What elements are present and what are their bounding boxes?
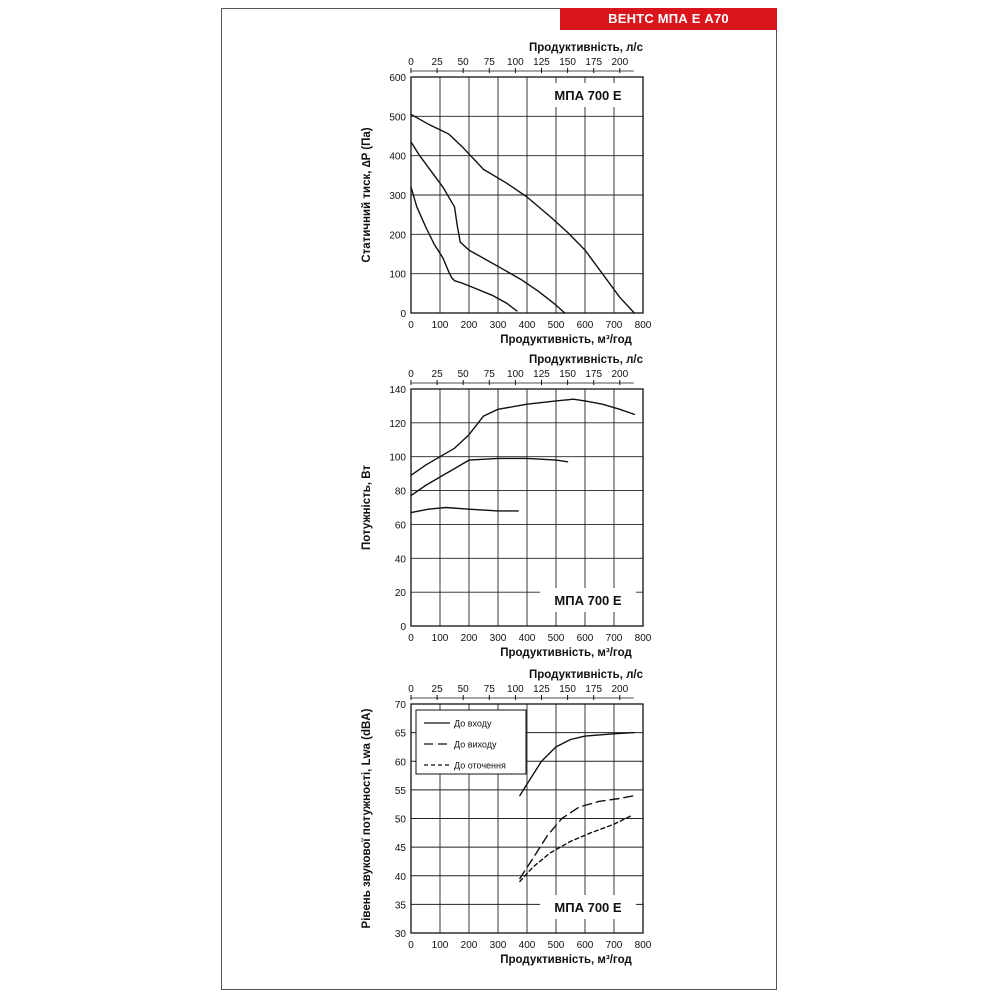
x2-tick-label: 175	[585, 369, 603, 380]
x2-axis-title: Продуктивність, л/с	[528, 42, 644, 54]
y-tick-label: 65	[394, 728, 406, 740]
x-tick-label: 600	[576, 940, 594, 951]
x-tick-label: 0	[408, 633, 414, 644]
y-tick-label: 140	[389, 385, 406, 396]
x-tick-label: 100	[431, 633, 449, 644]
x2-tick-label: 200	[611, 57, 629, 68]
x-tick-label: 200	[460, 940, 478, 951]
x2-tick-label: 200	[611, 369, 629, 380]
y-tick-label: 60	[394, 757, 406, 769]
y-axis-title: Статичний тиск, ∆P (Па)	[361, 127, 373, 263]
x2-axis-title: Продуктивність, л/с	[528, 354, 644, 366]
y-tick-label: 600	[389, 73, 406, 84]
x2-tick-label: 25	[431, 369, 443, 380]
x2-tick-label: 150	[559, 369, 576, 380]
legend-label: До виходу	[454, 739, 497, 750]
y-tick-label: 400	[389, 151, 406, 163]
series-line-2	[520, 796, 635, 879]
series-line-3	[520, 816, 632, 882]
x-tick-label: 700	[605, 320, 623, 331]
x-tick-label: 200	[460, 320, 478, 331]
x-tick-label: 200	[460, 633, 478, 644]
x-tick-label: 600	[576, 633, 594, 644]
x-tick-label: 0	[408, 320, 414, 331]
x-tick-label: 300	[489, 320, 507, 331]
y-tick-label: 100	[389, 269, 406, 281]
y-tick-label: 50	[394, 814, 406, 826]
y-tick-label: 70	[394, 700, 406, 711]
x2-tick-label: 150	[559, 684, 576, 695]
y-tick-label: 60	[394, 520, 406, 532]
x-tick-label: 800	[634, 633, 652, 644]
series-line-1	[411, 114, 634, 313]
y-tick-label: 35	[394, 900, 406, 912]
x-axis-title: Продуктивність, м³/год	[500, 334, 632, 346]
y-tick-label: 40	[394, 554, 406, 566]
x-tick-label: 100	[431, 940, 449, 951]
series-line-2	[411, 142, 565, 313]
x-tick-label: 700	[605, 940, 623, 951]
x2-tick-label: 125	[533, 57, 550, 68]
y-tick-label: 200	[389, 230, 406, 242]
y-tick-label: 55	[394, 785, 406, 797]
y-tick-label: 0	[400, 309, 406, 320]
x2-tick-label: 0	[408, 57, 414, 68]
x-tick-label: 500	[547, 940, 565, 951]
y-tick-label: 80	[394, 486, 406, 498]
x-tick-label: 700	[605, 633, 623, 644]
x-tick-label: 500	[547, 320, 565, 331]
y-tick-label: 300	[389, 191, 406, 202]
panel-label: МПА 700 Е	[554, 88, 622, 103]
x2-tick-label: 100	[507, 684, 524, 695]
x-tick-label: 400	[518, 320, 536, 331]
x2-tick-label: 75	[483, 57, 495, 68]
x2-tick-label: 75	[483, 684, 495, 695]
y-axis-title: Рівень звукової потужності, Lwa (dBA)	[361, 708, 373, 929]
y-tick-label: 30	[394, 929, 406, 940]
x2-tick-label: 200	[611, 684, 629, 695]
x-tick-label: 400	[518, 940, 536, 951]
x-tick-label: 300	[489, 940, 507, 951]
x-tick-label: 100	[431, 320, 449, 331]
x2-tick-label: 25	[431, 684, 443, 695]
x-tick-label: 300	[489, 633, 507, 644]
series-line-2	[411, 458, 568, 495]
series-line-3	[411, 508, 518, 513]
y-tick-label: 0	[400, 622, 406, 633]
panel-label: МПА 700 Е	[554, 593, 622, 608]
legend-label: До входу	[454, 718, 492, 729]
y-tick-label: 20	[394, 588, 406, 600]
x2-tick-label: 100	[507, 57, 524, 68]
header-title: ВЕНТС МПА Е А70	[560, 8, 777, 30]
x2-tick-label: 25	[431, 57, 443, 68]
series-line-3	[411, 187, 517, 311]
x-tick-label: 800	[634, 940, 652, 951]
x2-tick-label: 125	[533, 369, 550, 380]
x-tick-label: 400	[518, 633, 536, 644]
y-tick-label: 120	[389, 418, 406, 430]
x2-tick-label: 150	[559, 57, 576, 68]
x2-tick-label: 125	[533, 684, 550, 695]
x2-tick-label: 0	[408, 684, 414, 695]
y-tick-label: 40	[394, 871, 406, 883]
x2-tick-label: 100	[507, 369, 524, 380]
legend-label: До оточення	[454, 760, 506, 771]
x2-tick-label: 50	[457, 57, 469, 68]
y-axis-title: Потужність, Вт	[361, 464, 373, 551]
y-tick-label: 500	[389, 112, 406, 124]
x2-axis-title: Продуктивність, л/с	[528, 669, 644, 681]
x2-tick-label: 175	[585, 684, 603, 695]
x2-tick-label: 50	[457, 369, 469, 380]
x-tick-label: 0	[408, 940, 414, 951]
series-line-1	[411, 399, 634, 475]
panel-label: МПА 700 Е	[554, 900, 622, 915]
x-tick-label: 600	[576, 320, 594, 331]
y-tick-label: 45	[394, 843, 406, 855]
x2-tick-label: 75	[483, 369, 495, 380]
x-axis-title: Продуктивність, м³/год	[500, 954, 632, 966]
y-tick-label: 100	[389, 452, 406, 464]
x-axis-title: Продуктивність, м³/год	[500, 647, 632, 659]
series-line-1	[520, 733, 635, 796]
x-tick-label: 500	[547, 633, 565, 644]
x-tick-label: 800	[634, 320, 652, 331]
x2-tick-label: 175	[585, 57, 603, 68]
x2-tick-label: 0	[408, 369, 414, 380]
x2-tick-label: 50	[457, 684, 469, 695]
